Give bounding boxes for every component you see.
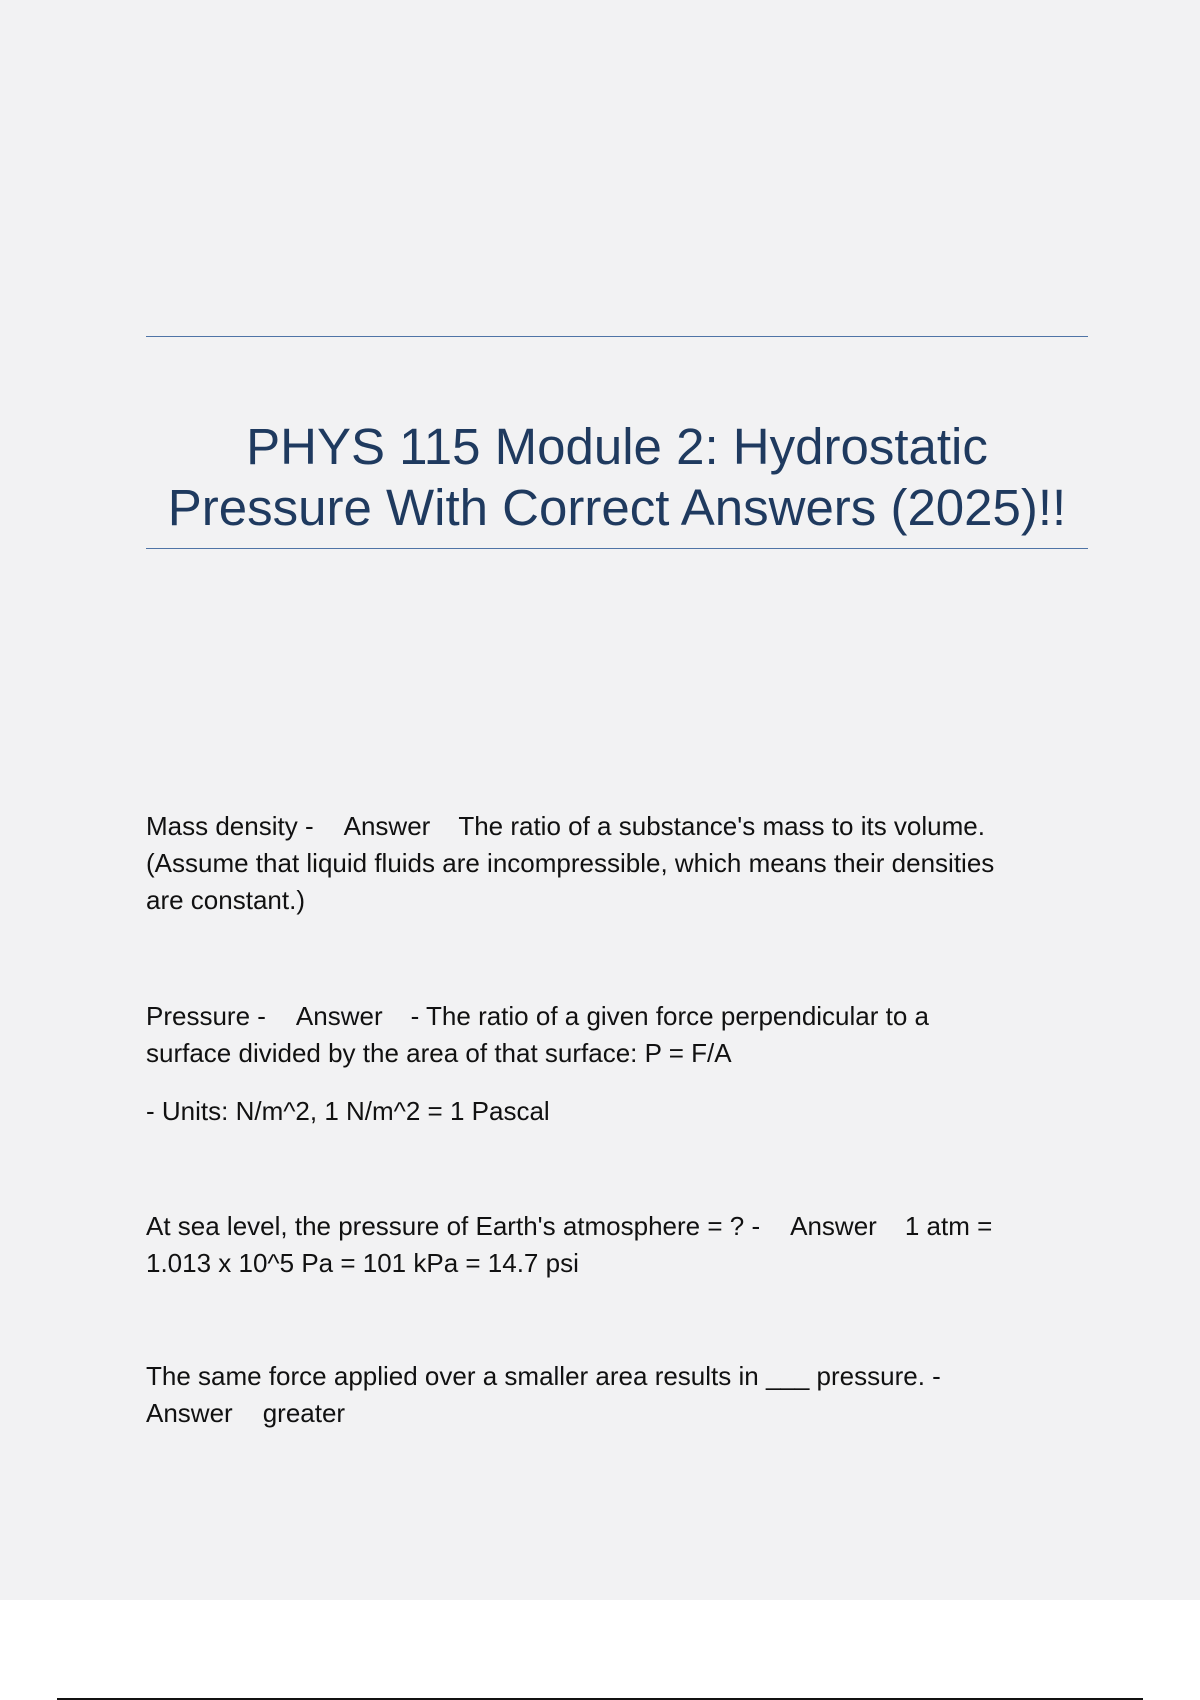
question-term: The same force applied over a smaller area results in ___ pressure. - [146,1361,941,1391]
flashcard-mass-density [146,808,1088,919]
answer-label: Answer [146,1398,233,1428]
answer-text: 1.013 x 10^5 Pa = 101 kPa = 14.7 psi [146,1248,579,1278]
flashcard-pressure-units [146,1093,1088,1130]
document-title [146,416,1088,538]
flashcard-line [146,808,1088,845]
answer-label: Answer [343,811,431,841]
answer-text: 1 atm = [904,1211,993,1241]
answer-label: Answer [295,1001,383,1031]
answer-text: greater [262,1398,346,1428]
title-top-rule [146,336,1088,337]
flashcard-line [146,998,1088,1035]
question-term: Mass density - [146,811,314,841]
answer-text: (Assume that liquid fluids are incompressible, which means their densities [146,848,995,878]
title-bottom-rule [146,548,1088,549]
flashcard-atmospheric-pressure [146,1208,1088,1282]
answer-text: surface divided by the area of that surface: P = F/A [146,1038,732,1068]
flashcard-smaller-area [146,1358,1088,1432]
answer-text: The ratio of a substance's mass to its volume. [458,811,985,841]
question-term: Pressure - [146,1001,266,1031]
answer-text: - The ratio of a given force perpendicular to a [410,1001,929,1031]
flashcard-line [146,1395,1088,1432]
title-line-2: Pressure With Correct Answers (2025)!! [167,479,1067,536]
flashcard-pressure [146,998,1088,1072]
answer-label: Answer [790,1211,877,1241]
flashcard-line [146,1208,1088,1245]
answer-text: - Units: N/m^2, 1 N/m^2 = 1 Pascal [146,1096,550,1126]
question-term: At sea level, the pressure of Earth's atmosphere = ? - [146,1211,761,1241]
answer-text: are constant.) [146,885,305,915]
title-line-1: PHYS 115 Module 2: Hydrostatic [246,418,988,475]
